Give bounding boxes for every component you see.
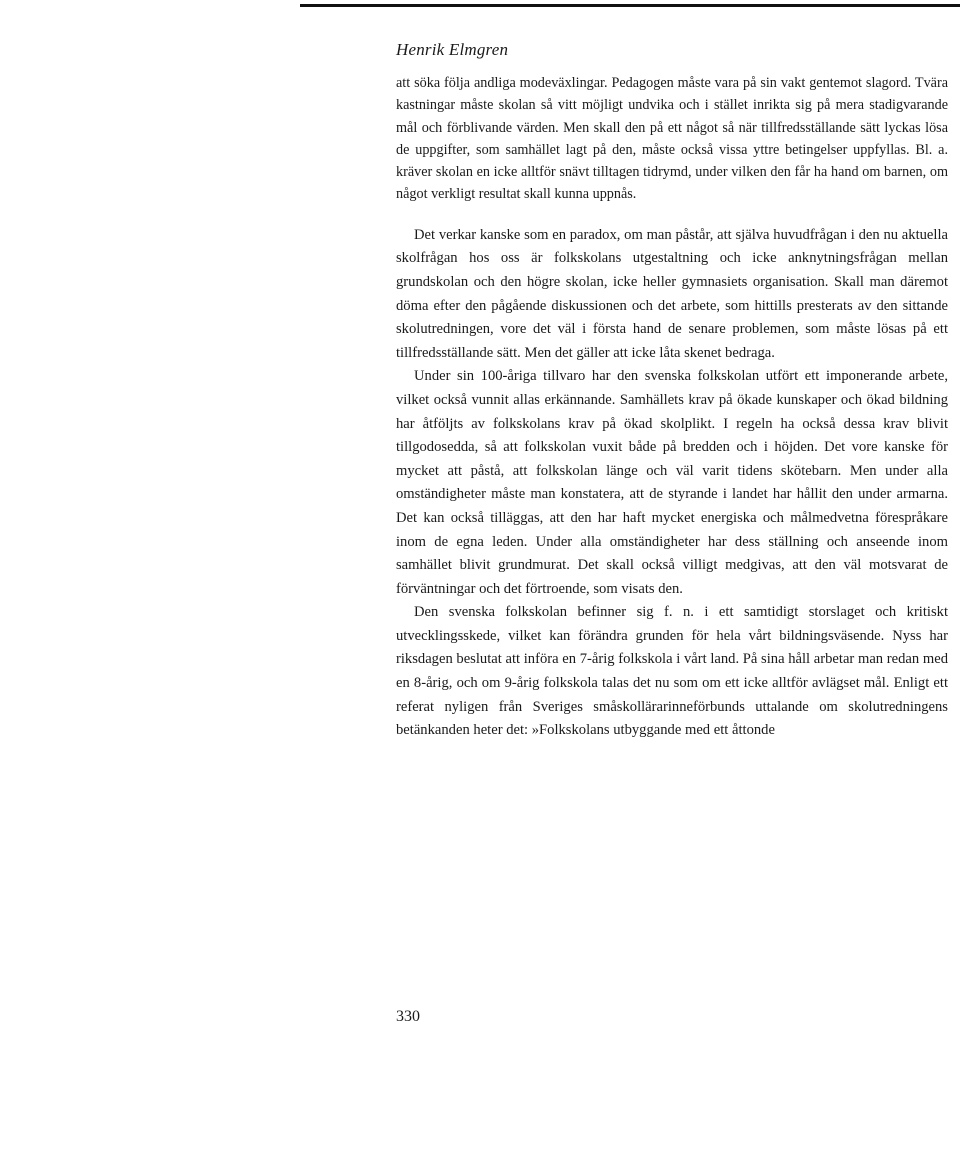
page-body	[396, 40, 948, 743]
running-head: Henrik Elmgren	[396, 40, 509, 59]
paragraph: att söka följa andliga modeväxlingar. Pedagogen måste vara på sin vakt gentemot slagord. Tvära kastningar måste skolan så vitt möjligt undvika och i stället inrikta sig på mera stadigvarande mål och förblivande värden. Men skall den på ett något så när tillfredsställande sätt lyckas lösa de uppgifter, som samhället lagt på den, måste också vissa yttre betingelser uppfyllas. Bl. a. kräver skolan en icke alltför snävt tilltagen tidrymd, under vilken den får ha hand om barnen, om något verkligt resultat skall kunna uppnås.	[396, 75, 948, 203]
paragraph: Det verkar kanske som en paradox, om man påstår, att själva huvudfrågan i den nu aktuella skolfrågan hos oss är folkskolans utgestaltning och icke anknytningsfrågan mellan grundskolan och den högre skolan, icke heller gymnasiets organisation. Skall man däremot döma efter den pågående diskussionen och det arbete, som hittills presterats av den sittande skolutredningen, vore det väl i första hand de senare problemen, som måste lösas på ett tillfredsställande sätt. Men det gäller att icke låta skenet bedraga.	[396, 226, 948, 361]
top-rule	[300, 4, 960, 7]
text-block-2	[396, 224, 948, 743]
paragraph: Den svenska folkskolan befinner sig f. n. i ett samtidigt storslaget och kritiskt utvecklingsskede, vilket kan förändra grunden för hela vårt bildningsväsende. Nyss har riksdagen beslutat att införa en 7-årig folkskola i vårt land. På sina håll arbetar man redan med en 8-årig, och om 9-årig folkskola talas det nu som om ett icke alltför avlägset mål. Enligt ett referat nyligen från Sveriges småskollärarinneförbunds uttalande om skolutredningens betänkanden heter det: »Folkskolans utbyggande med ett åttonde	[396, 604, 948, 739]
paragraph: Under sin 100-åriga tillvaro har den svenska folkskolan utfört ett imponerande arbete, vilket också vunnit allas erkännande. Samhällets krav på ökade kunskaper och ökad bildning har åtföljts av folkskolans krav på ökad skolplikt. I regeln ha också dessa krav blivit tillgodosedda, så att folkskolan vuxit både på bredden och i höjden. Det vore kanske för mycket att påstå, att folkskolan länge och väl varit tidens skötebarn. Men under alla omständigheter måste man konstatera, att de styrande i landet har hållit den under armarna. Det kan också tilläggas, att den har haft mycket energiska och målmedvetna förespråkare inom de egna leden. Under alla omständigheter har dess ställning och anseende inom samhället blivit grundmurat. Det skall också villigt medgivas, att den väl motsvarat de förväntningar och det förtroende, som visats den.	[396, 368, 948, 597]
page-number: 330	[396, 1008, 420, 1025]
text-block-1	[396, 72, 948, 206]
